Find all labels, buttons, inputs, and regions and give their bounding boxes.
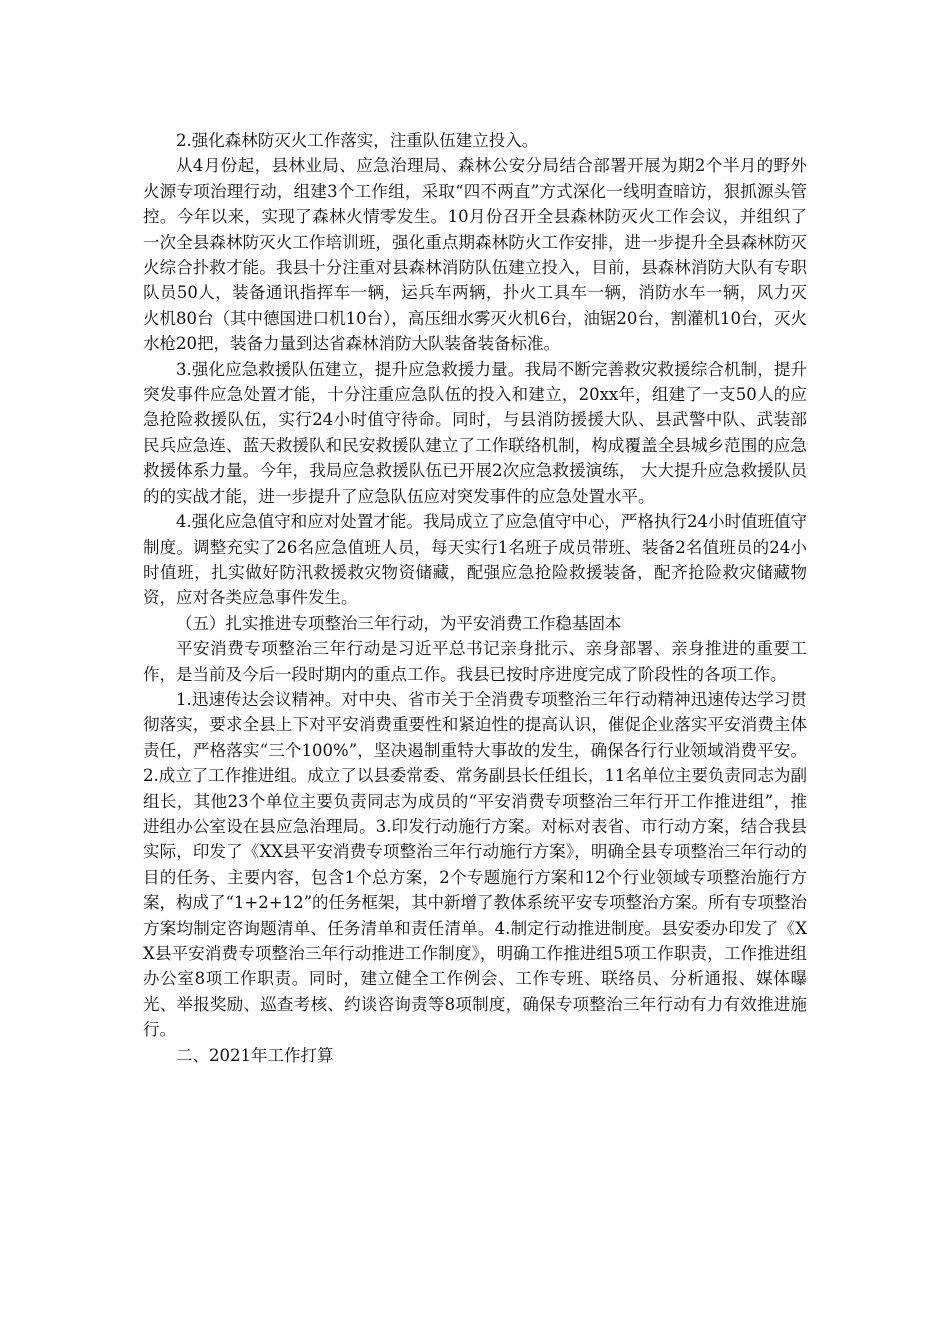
document-body bbox=[143, 128, 807, 1068]
paragraph-emergency-rescue: 3.强化应急救援队伍建立，提升应急救援力量。我局不断完善救灾救援综合机制，提升突发事件应急处置才能，十分注重应急队伍的投入和建立，20xx年，组建了一支50人的应急抢险救援队伍，实行24小时值守待命。同时，与县消防援援大队、县武警中队、武装部民兵应急连、蓝天救援队和民安救援队建立了工作联络机制，构成覆盖全县城乡范围的应急救援体系力量。今年，我局应急救援队伍已开展2次应急救援演练， 大大提升应急救援队员的的实战才能，进一步提升了应急队伍应对突发事件的应急处置水平。 bbox=[143, 359, 807, 506]
paragraph-special-rectification-intro: 平安消费专项整治三年行动是习近平总书记亲身批示、亲身部署、亲身推进的重要工作，是当前及今后一段时期内的重点工作。我县已按时序进度完成了阶段性的各项工作。 bbox=[143, 639, 807, 684]
paragraph-heading-forest-fire: 2.强化森林防灭火工作落实，注重队伍建立投入。 bbox=[176, 131, 539, 150]
paragraph-special-rectification-detail: 1.迅速传达会议精神。对中央、省市关于全消费专项整治三年行动精神迅速传达学习贯彻落实，要求全县上下对平安消费重要性和紧迫性的提高认识，催促企业落实平安消费主体责任，严格落实“三个100%”，坚决遏制重特大事故的发生，确保各行行业领域消费平安。2.成立了工作推进组。成立了以县委常委、常务副县长任组长，11名单位主要负责同志为副组长，其他23个单位主要负责同志为成员的“平安消费专项整治三年行开工作推进组”，推进组办公室设在县应急治理局。3.印发行动施行方案。对标对表省、市行动方案，结合我县实际，印发了《XX县平安消费专项整治三年行动施行方案》，明确全县专项整治三年行动的目的任务、主要内容，包含1个总方案，2个专题施行方案和12个行业领域专项整治施行方案，构成了“1+2+12”的任务框架，其中新增了教体系统平安专项整治方案。所有专项整治方案均制定咨询题清单、任务清单和责任清单。4.制定行动推进制度。县安委办印发了《XX县平安消费专项整治三年行动推进工作制度》，明确工作推进组5项工作职责，工作推进组办公室8项工作职责。同时，建立健全工作例会、工作专班、联络员、分析通报、媒体曝光、举报奖励、巡查考核、约谈咨询责等8项制度，确保专项整治三年行动有力有效推进施行。 bbox=[143, 689, 808, 1040]
section-heading-2021-plan: 二、2021年工作打算 bbox=[176, 1045, 334, 1065]
paragraph-forest-fire-detail: 从4月份起，县林业局、应急治理局、森林公安分局结合部署开展为期2个半月的野外火源专项治理行动，组建3个工作组，采取“四不两直”方式深化一线明查暗访，狠抓源头管控。今年以来，实现了森林火情零发生。10月份召开全县森林防灭火工作会议，并组织了一次全县森林防灭火工作培训班，强化重点期森林防火工作安排，进一步提升全县森林防灭火综合扑救才能。我县十分注重对县森林消防队伍建立投入，目前，县森林消防大队有专职队员50人，装备通讯指挥车一辆，运兵车两辆，扑火工具车一辆，消防水车一辆，风力灭火机80台（其中德国进口机10台），高压细水雾灭火机6台，油锯20台，割灌机10台，灭火水枪20把，装备力量到达省森林消防大队装备装备标准。 bbox=[143, 156, 807, 354]
section-heading-five: （五）扎实推进专项整治三年行动，为平安消费工作稳基固本 bbox=[176, 613, 622, 633]
paragraph-emergency-duty: 4.强化应急值守和应对处置才能。我局成立了应急值守中心，严格执行24小时值班值守制度。调整充实了26名应急值班人员，每天实行1名班子成员带班、装备2名值班员的24小时值班，扎实做好防汛救援救灾物资储藏，配强应急抢险救援装备，配齐抢险救灾储藏物资，应对各类应急事件发生。 bbox=[143, 512, 807, 608]
